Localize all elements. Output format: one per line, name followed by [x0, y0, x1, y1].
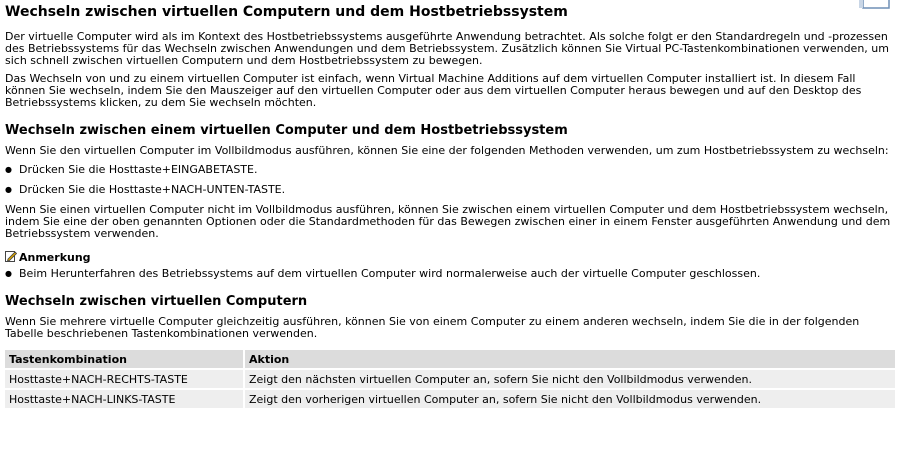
page-title: Wechseln zwischen virtuellen Computern und dem Hostbetriebssystem [5, 4, 568, 20]
column-header-action: Aktion [245, 350, 895, 368]
pencil-note-icon [5, 250, 17, 262]
section1-bullet-list [5, 164, 895, 196]
list-item: ● Drücken Sie die Hosttaste+EINGABETASTE. [5, 164, 895, 176]
note-bullet-list [5, 268, 895, 280]
intro-paragraph-2: Das Wechseln von und zu einem virtuellen Computer ist einfach, wenn Virtual Machine Additions auf dem virtuellen Computer installiert ist. In diesem Fall können Sie wechseln, indem Sie den Mauszeiger auf den virtuellen Computer oder aus dem virtuellen Computer heraus bewegen und auf den Desktop des Betriebssystems klicken, zu dem Sie wechseln möchten. [5, 72, 862, 109]
section1-paragraph: Wenn Sie einen virtuellen Computer nicht im Vollbildmodus ausführen, können Sie zwischen einem virtuellen Computer und dem Hostbetriebssystem wechseln, indem Sie eine der oben genannten Optionen oder die Standardmethoden für das Bewegen zwischen einer in einem Fenster ausgeführten Anwendung und dem Betriebssystem verwenden. [5, 203, 891, 240]
table-cell: Zeigt den vorherigen virtuellen Computer an, sofern Sie nicht den Vollbildmodus verwenden. [245, 390, 895, 408]
note-title [5, 250, 895, 264]
table-header-row [5, 350, 895, 368]
table-cell: Hosttaste+NACH-RECHTS-TASTE [5, 370, 243, 388]
table-row [5, 370, 895, 388]
section2-lead: Wenn Sie mehrere virtuelle Computer gleichzeitig ausführen, können Sie von einem Computer zu einem anderen wechseln, indem Sie die in der folgenden Tabelle beschriebenen Tastenkombinationen verwenden. [5, 315, 860, 340]
table-cell: Zeigt den nächsten virtuellen Computer an, sofern Sie nicht den Vollbildmodus verwenden. [245, 370, 895, 388]
list-item: ● Beim Herunterfahren des Betriebssystems auf dem virtuellen Computer wird normalerweise auch der virtuelle Computer geschlossen. [5, 268, 895, 280]
intro-paragraph-1: Der virtuelle Computer wird als im Kontext des Hostbetriebssystems ausgeführte Anwendung betrachtet. Als solche folgt er den Standardregeln und -prozessen des Betriebssystems für das Wechseln zwischen Anwendungen und dem Betriebssystem. Zusätzlich können Sie Virtual PC-Tastenkombinationen verwenden, um sich schnell zwischen virtuellen Computern und dem Hostbetriebssystem zu bewegen. [5, 30, 889, 67]
shortcut-table [3, 348, 897, 410]
section2-heading: Wechseln zwischen virtuellen Computern [5, 294, 308, 309]
table-row [5, 390, 895, 408]
section1-lead: Wenn Sie den virtuellen Computer im Vollbildmodus ausführen, können Sie eine der folgenden Methoden verwenden, um zum Hostbetriebssystem zu wechseln: [5, 144, 889, 157]
list-item: ● Drücken Sie die Hosttaste+NACH-UNTEN-TASTE. [5, 184, 895, 196]
help-page [5, 0, 895, 410]
section1-heading: Wechseln zwischen einem virtuellen Computer und dem Hostbetriebssystem [5, 123, 568, 138]
table-cell: Hosttaste+NACH-LINKS-TASTE [5, 390, 243, 408]
column-header-shortcut: Tastenkombination [5, 350, 243, 368]
note-label: Anmerkung [19, 251, 91, 264]
